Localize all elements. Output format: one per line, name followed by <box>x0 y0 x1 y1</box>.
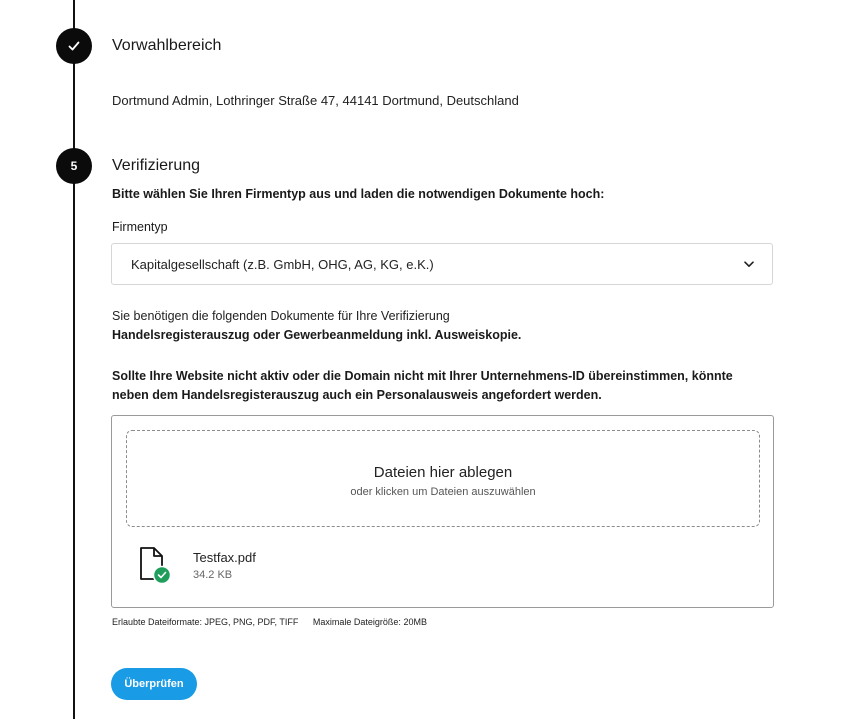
check-icon <box>67 39 81 53</box>
upload-limits <box>112 617 427 627</box>
upload-panel <box>111 415 774 608</box>
documents-required: Handelsregisterauszug oder Gewerbeanmeldung inkl. Ausweiskopie. <box>112 328 522 342</box>
dropzone-title: Dateien hier ablegen <box>373 463 513 481</box>
step-title-verifizierung: Verifizierung <box>112 157 201 174</box>
file-icon <box>136 546 174 586</box>
company-type-value: Kapitalgesellschaft (z.B. GmbH, OHG, AG, KG, e.K.) <box>131 256 434 272</box>
submit-verify-button[interactable]: Überprüfen <box>111 668 197 700</box>
allowed-formats: Erlaubte Dateiformate: JPEG, PNG, PDF, TIFF <box>112 617 299 627</box>
uploaded-file-size: 34.2 KB <box>193 569 233 581</box>
documents-intro: Sie benötigen die folgenden Dokumente für Ihre Verifizierung <box>112 309 450 323</box>
verification-instruction: Bitte wählen Sie Ihren Firmentyp aus und laden die notwendigen Dokumente hoch: <box>112 187 605 201</box>
company-type-label: Firmentyp <box>112 220 168 234</box>
timeline-line <box>73 0 75 719</box>
step-completed-marker <box>56 28 92 64</box>
selected-address: Dortmund Admin, Lothringer Straße 47, 44141 Dortmund, Deutschland <box>112 93 519 108</box>
file-dropzone[interactable] <box>126 430 760 527</box>
chevron-down-icon <box>744 261 754 268</box>
check-circle-icon <box>154 567 171 584</box>
company-type-select[interactable] <box>111 243 773 285</box>
step-number-marker: 5 <box>56 148 92 184</box>
verification-notice: Sollte Ihre Website nicht aktiv oder die Domain nicht mit Ihrer Unternehmens-ID übereinstimmen, könnte neben dem Handelsregisterauszug auch ein Personalausweis angefordert werden. <box>112 369 733 402</box>
uploaded-file-name: Testfax.pdf <box>193 550 256 565</box>
dropzone-subtitle: oder klicken um Dateien auszuwählen <box>350 485 536 498</box>
step-title-vorwahlbereich: Vorwahlbereich <box>112 37 222 54</box>
max-file-size: Maximale Dateigröße: 20MB <box>312 617 427 627</box>
